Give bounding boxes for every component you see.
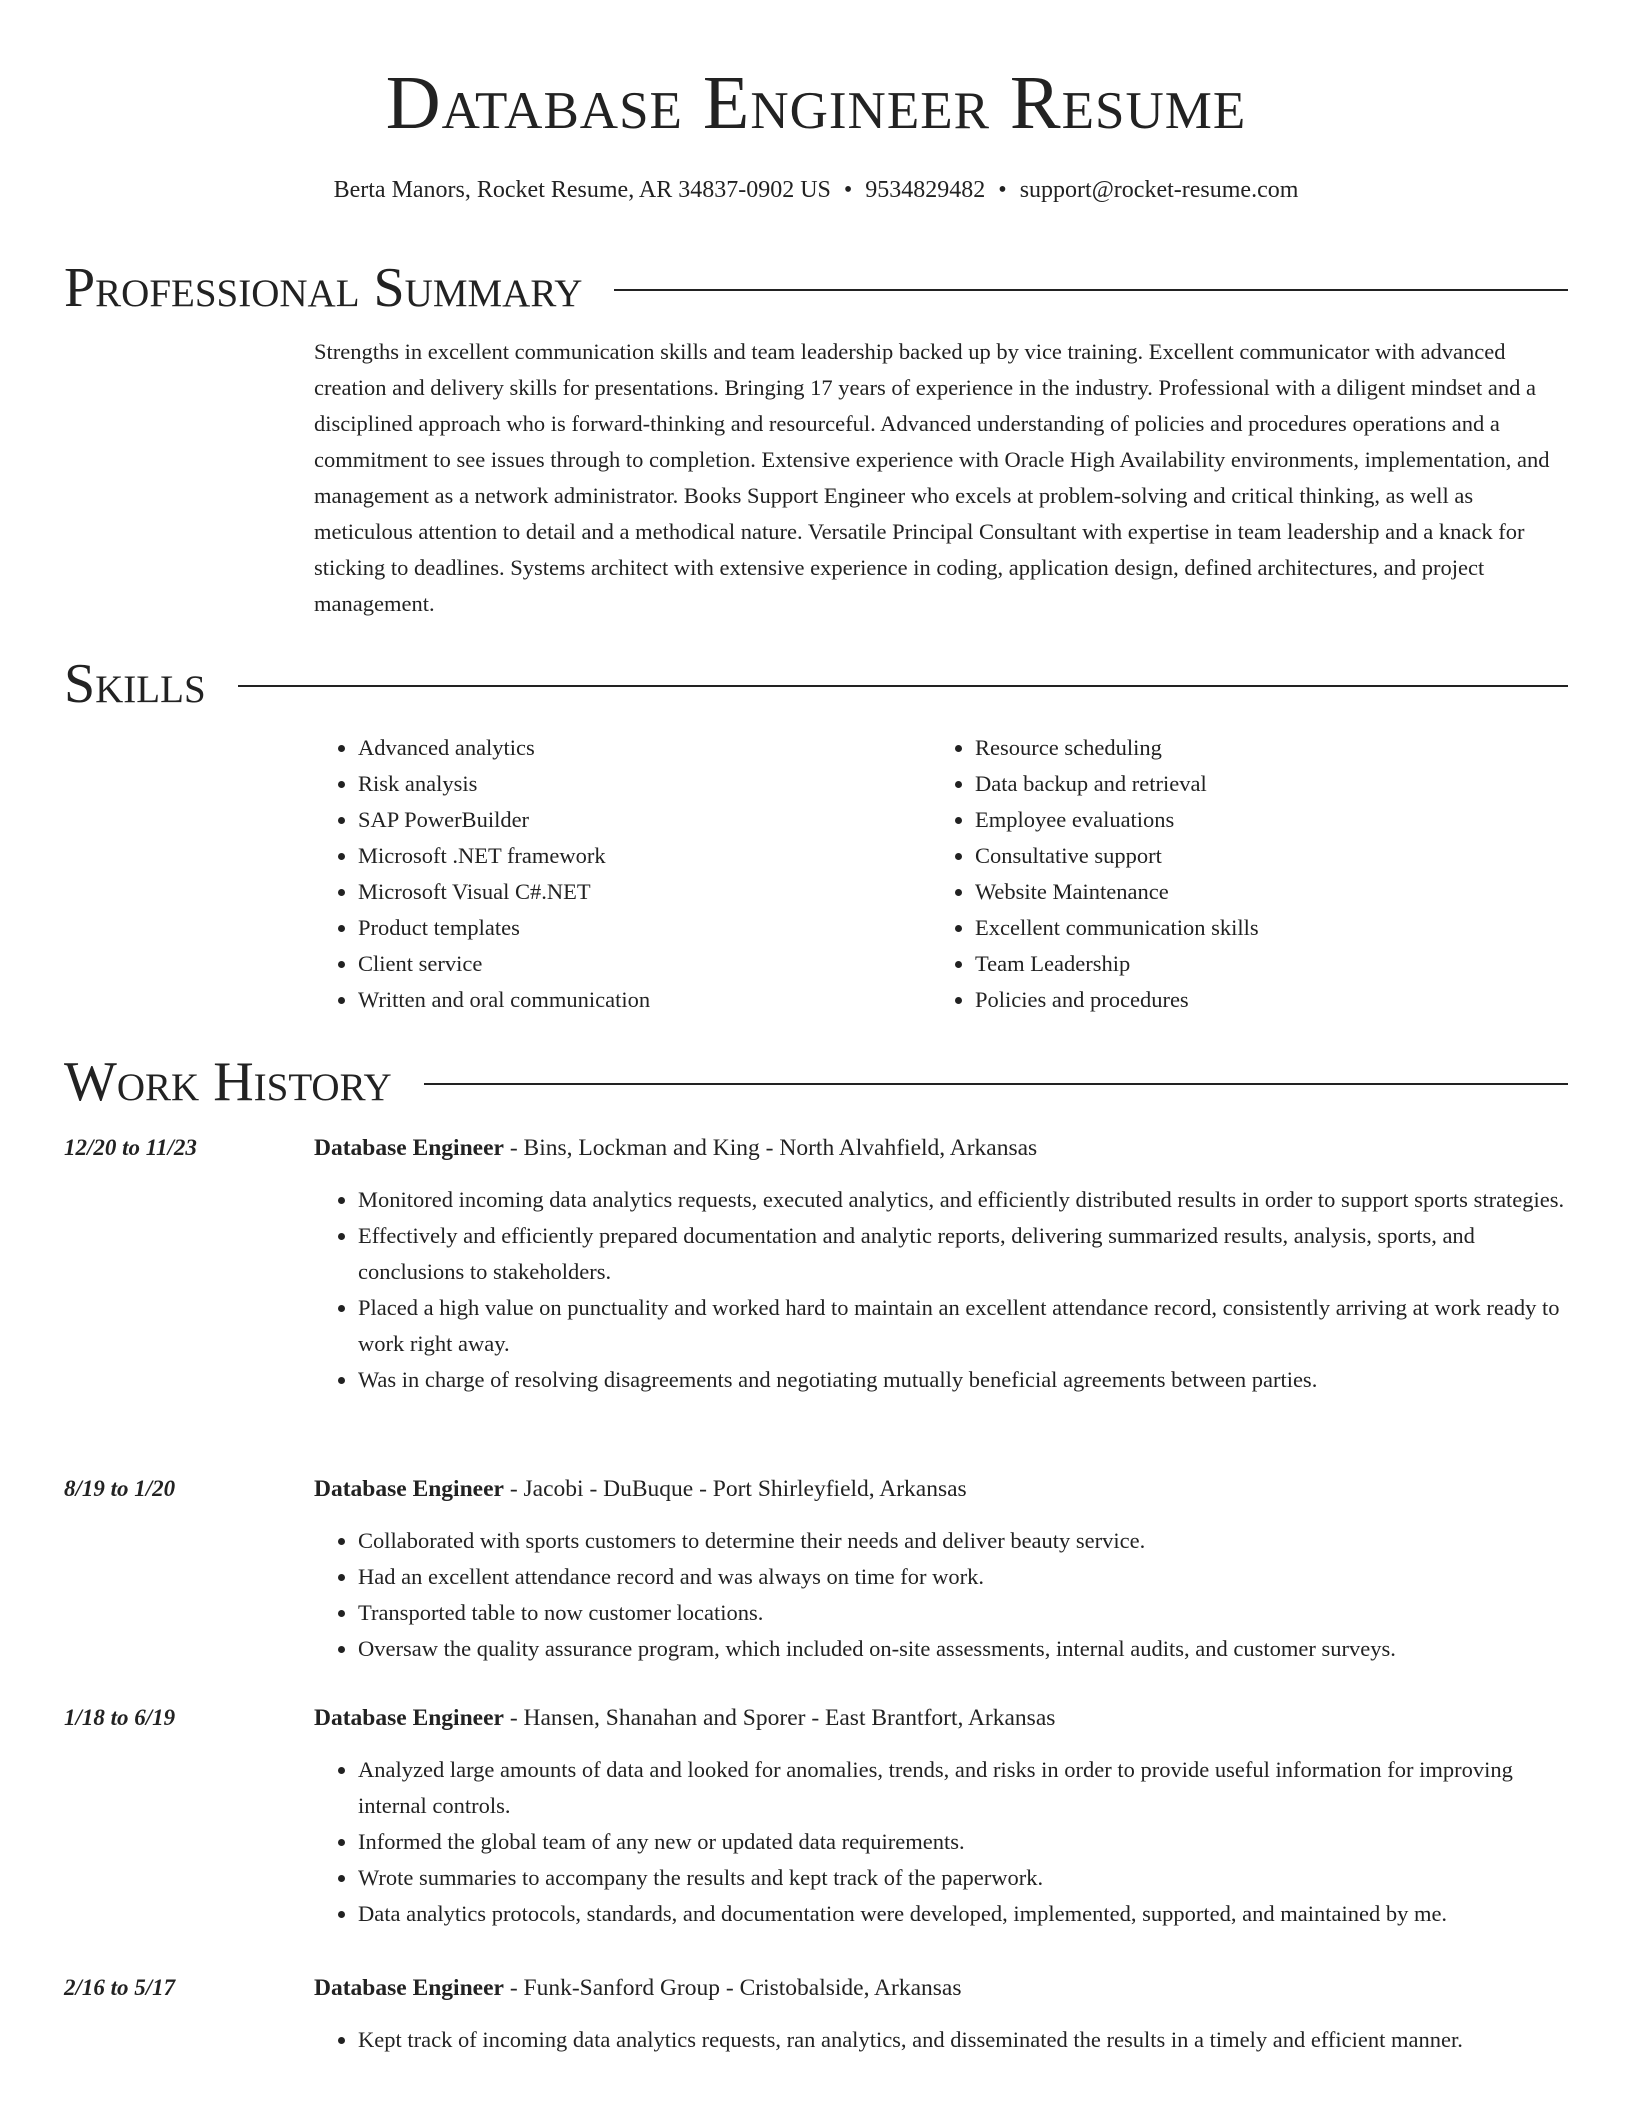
job-details: - Funk-Sanford Group - Cristobalside, Arkansas — [503, 1975, 962, 2001]
job-dates: 2/16 to 5/17 — [64, 1975, 176, 2000]
job-bullets — [314, 2022, 1568, 2058]
job-bullet: • Wrote summaries to accompany the results and kept track of the paperwork. — [358, 1860, 1568, 1896]
contact-separator: • — [843, 177, 853, 203]
job-bullet: • Data analytics protocols, standards, and documentation were developed, implemented, supported, and maintained by me. — [358, 1896, 1568, 1932]
skill-item: • Microsoft .NET framework — [358, 838, 931, 874]
section-divider — [424, 1083, 1568, 1085]
contact-separator: • — [998, 177, 1007, 203]
job-bullet: • Had an excellent attendance record and was always on time for work. — [358, 1559, 1568, 1595]
job-dates: 12/20 to 11/23 — [64, 1135, 197, 1160]
skill-item: • Excellent communication skills — [975, 910, 1548, 946]
skills-list — [314, 730, 1568, 1018]
job-heading — [314, 1970, 1568, 2006]
skill-item: • Consultative support — [975, 838, 1548, 874]
skill-item: • Written and oral communication — [358, 982, 931, 1018]
skill-item: • Data backup and retrieval — [975, 766, 1548, 802]
job-bullet: • Monitored incoming data analytics requests, executed analytics, and efficiently distributed results in order to support sports strategies. — [358, 1182, 1568, 1218]
job-details: - Bins, Lockman and King - North Alvahfield, Arkansas — [503, 1135, 1038, 1161]
job-heading — [314, 1700, 1568, 1736]
skill-item: • Website Maintenance — [975, 874, 1548, 910]
skill-item: • Policies and procedures — [975, 982, 1548, 1018]
skills-heading: Skills — [64, 653, 206, 715]
job-role: Database Engineer — [314, 1135, 504, 1161]
job-bullet: • Analyzed large amounts of data and looked for anomalies, trends, and risks in order to provide useful information for improving internal controls. — [358, 1752, 1568, 1824]
skill-item: • Team Leadership — [975, 946, 1548, 982]
skill-item: • Risk analysis — [358, 766, 931, 802]
page-title: Database Engineer Resume — [385, 61, 1247, 145]
job-bullets — [314, 1752, 1568, 1932]
summary-text: Strengths in excellent communication skills and team leadership backed up by vice training. Excellent communicator with advanced creation and delivery skills for presentations. Bringing 17 years of experience in the industry. Professional with a diligent mindset and a disciplined approach who is forward-thinking and resourceful. Advanced understanding of policies and procedures operations and a commitment to see issues through to completion. Extensive experience with Oracle High Availability environments, implementation, and management as a network administrator. Books Support Engineer who excels at problem-solving and critical thinking, as well as meticulous attention to detail and a methodical nature. Versatile Principal Consultant with expertise in team leadership and a knack for sticking to deadlines. Systems architect with extensive experience in coding, application design, defined architectures, and project management. — [314, 339, 1550, 616]
job-bullet: • Effectively and efficiently prepared documentation and analytic reports, delivering summarized results, analysis, sports, and conclusions to stakeholders. — [358, 1218, 1568, 1290]
job-dates: 8/19 to 1/20 — [64, 1476, 176, 1501]
contact-email[interactable]: support@rocket-resume.com — [1019, 177, 1299, 203]
skills-section-header — [64, 652, 1568, 716]
job-heading — [314, 1471, 1568, 1507]
section-divider — [238, 685, 1568, 687]
job-bullet: • Was in charge of resolving disagreements and negotiating mutually beneficial agreements between parties. — [358, 1362, 1568, 1398]
skills-column-left — [314, 730, 931, 1018]
job-heading — [314, 1130, 1568, 1166]
skill-item: • Product templates — [358, 910, 931, 946]
job-details: - Jacobi - DuBuque - Port Shirleyfield, Arkansas — [503, 1476, 967, 1502]
summary-section-header — [64, 256, 1568, 320]
job-bullet: • Kept track of incoming data analytics requests, ran analytics, and disseminated the results in a timely and efficient manner. — [358, 2022, 1568, 2058]
skill-item: • Advanced analytics — [358, 730, 931, 766]
job-bullet: • Placed a high value on punctuality and worked hard to maintain an excellent attendance record, consistently arriving at work ready to work right away. — [358, 1290, 1568, 1362]
contact-address: Berta Manors, Rocket Resume, AR 34837-0902 US — [333, 177, 831, 203]
job-role: Database Engineer — [314, 1476, 504, 1502]
job-bullet: • Transported table to now customer locations. — [358, 1595, 1568, 1631]
job-bullet: • Collaborated with sports customers to determine their needs and deliver beauty service. — [358, 1523, 1568, 1559]
job-bullets — [314, 1182, 1568, 1398]
work-history-section-header — [64, 1050, 1568, 1114]
skill-item: • Employee evaluations — [975, 802, 1548, 838]
job-bullet: • Oversaw the quality assurance program, which included on-site assessments, internal audits, and customer surveys. — [358, 1631, 1568, 1667]
job-role: Database Engineer — [314, 1705, 504, 1731]
work-history-heading: Work History — [64, 1051, 392, 1113]
contact-phone: 9534829482 — [865, 177, 986, 203]
job-details: - Hansen, Shanahan and Sporer - East Brantfort, Arkansas — [503, 1705, 1056, 1731]
skills-column-right — [931, 730, 1548, 1018]
job-bullet: • Informed the global team of any new or updated data requirements. — [358, 1824, 1568, 1860]
contact-line — [64, 174, 1568, 206]
skill-item: • SAP PowerBuilder — [358, 802, 931, 838]
job-bullets — [314, 1523, 1568, 1667]
job-role: Database Engineer — [314, 1975, 504, 2001]
job-dates: 1/18 to 6/19 — [64, 1705, 176, 1730]
section-divider — [614, 289, 1568, 291]
summary-heading: Professional Summary — [64, 257, 583, 319]
skill-item: • Client service — [358, 946, 931, 982]
skill-item: • Resource scheduling — [975, 730, 1548, 766]
skill-item: • Microsoft Visual C#.NET — [358, 874, 931, 910]
